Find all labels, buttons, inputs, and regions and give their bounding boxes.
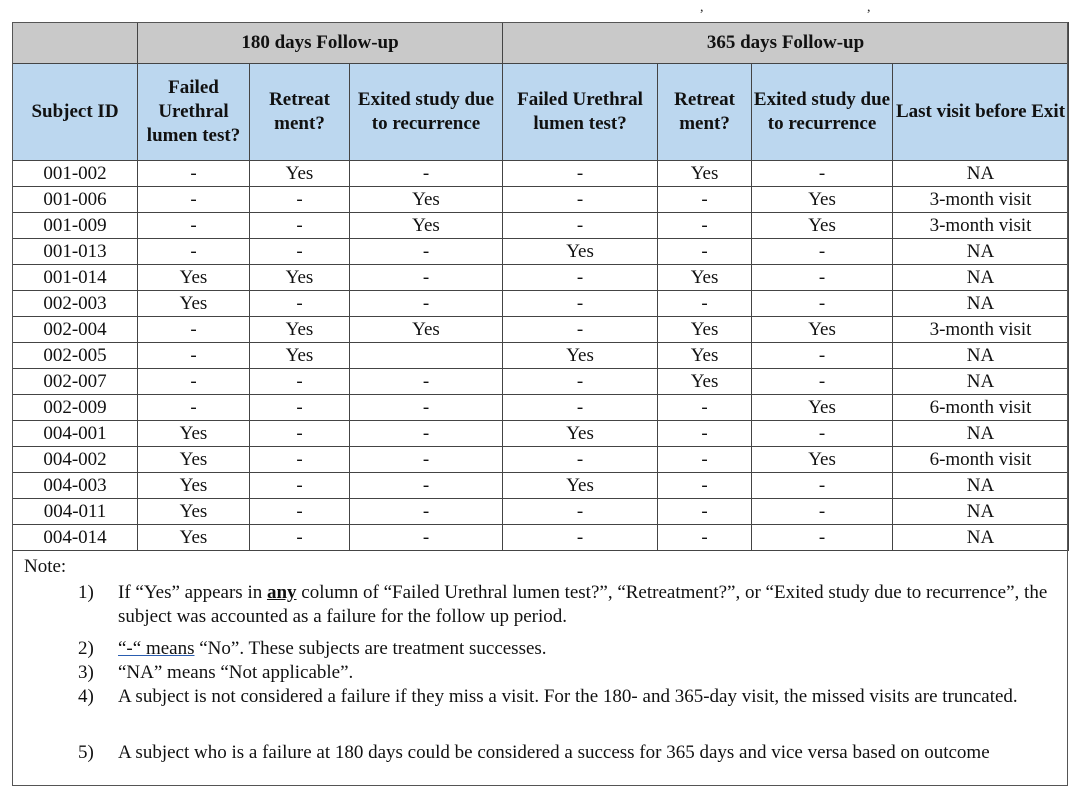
table-cell: Yes <box>138 265 250 291</box>
table-cell: Yes <box>503 473 658 499</box>
table-cell: - <box>350 525 503 551</box>
note-number: 3) <box>78 662 94 683</box>
note-text-start: A subject is not considered a failure if they miss a visit. For the 180- and 365-day visit, the missed visits are truncated. <box>118 686 1018 707</box>
subject-id-cell: 001-006 <box>13 187 138 213</box>
notes-title: Note: <box>24 556 67 577</box>
table-cell: Yes <box>138 447 250 473</box>
column-header: Failed Urethral lumen test? <box>503 64 658 161</box>
table-cell: - <box>503 187 658 213</box>
table-cell: Yes <box>138 499 250 525</box>
table-cell: - <box>503 317 658 343</box>
note-item <box>78 685 1048 709</box>
note-item <box>78 741 1048 765</box>
table-cell: - <box>503 395 658 421</box>
table-cell: - <box>138 239 250 265</box>
table-cell: NA <box>893 161 1069 187</box>
table-cell: - <box>658 499 752 525</box>
table-cell: - <box>658 291 752 317</box>
table-cell: - <box>250 369 350 395</box>
table-cell: - <box>350 421 503 447</box>
table-cell: - <box>503 291 658 317</box>
note-text-end: column of “Failed Urethral lumen test?”, “Retreatment?”, or “Exited study due to recurrence”, the subject was accounted as a failure for the follow up period. <box>118 582 1048 627</box>
table-cell: NA <box>893 291 1069 317</box>
note-emphasis: “-“ means <box>118 638 195 659</box>
table-cell: NA <box>893 473 1069 499</box>
subject-id-cell: 001-002 <box>13 161 138 187</box>
note-number: 1) <box>78 582 94 603</box>
table-cell: - <box>503 447 658 473</box>
note-text-start: If “Yes” appears in <box>118 582 267 603</box>
subject-id-cell: 004-002 <box>13 447 138 473</box>
top-edge-marks: , , <box>700 0 951 15</box>
table-cell: Yes <box>503 343 658 369</box>
table-cell: - <box>250 421 350 447</box>
subject-id-cell: 001-009 <box>13 213 138 239</box>
column-header: Retreat ment? <box>658 64 752 161</box>
note-text-end: “No”. These subjects are treatment successes. <box>194 638 547 659</box>
table-cell: Yes <box>503 239 658 265</box>
table-cell: NA <box>893 343 1069 369</box>
column-header: Subject ID <box>13 64 138 161</box>
table-cell: Yes <box>752 395 893 421</box>
group-header-180: 180 days Follow-up <box>138 23 503 64</box>
table-cell: - <box>350 161 503 187</box>
subject-id-cell: 002-003 <box>13 291 138 317</box>
column-header: Failed Urethral lumen test? <box>138 64 250 161</box>
table-cell: - <box>503 369 658 395</box>
note-number: 2) <box>78 638 94 659</box>
column-header: Exited study due to recurrence <box>752 64 893 161</box>
column-header: Retreat ment? <box>250 64 350 161</box>
table-cell: - <box>250 291 350 317</box>
table-cell: Yes <box>138 421 250 447</box>
note-item <box>78 637 1048 661</box>
subject-id-cell: 002-004 <box>13 317 138 343</box>
table-cell: Yes <box>250 317 350 343</box>
note-item <box>78 581 1048 629</box>
table-cell: Yes <box>138 525 250 551</box>
table-cell: - <box>250 395 350 421</box>
table-cell: - <box>658 525 752 551</box>
table-cell: - <box>250 187 350 213</box>
note-text-start: “NA” means “Not applicable”. <box>118 662 354 683</box>
table-cell: Yes <box>250 161 350 187</box>
table-cell: - <box>350 369 503 395</box>
table-cell: Yes <box>752 447 893 473</box>
table-cell: Yes <box>250 265 350 291</box>
table-cell: 6-month visit <box>893 395 1069 421</box>
table-cell: Yes <box>138 473 250 499</box>
note-emphasis: any <box>266 582 297 603</box>
table-cell: - <box>752 291 893 317</box>
subject-id-cell: 004-003 <box>13 473 138 499</box>
group-header-365: 365 days Follow-up <box>503 23 1069 64</box>
table-cell: - <box>658 213 752 239</box>
subject-id-cell: 001-013 <box>13 239 138 265</box>
table-cell: - <box>658 473 752 499</box>
table-cell: - <box>250 447 350 473</box>
table-cell: - <box>503 499 658 525</box>
subject-id-cell: 001-014 <box>13 265 138 291</box>
table-cell: - <box>138 369 250 395</box>
subject-id-cell: 004-001 <box>13 421 138 447</box>
table-cell: - <box>658 239 752 265</box>
table-cell: - <box>752 239 893 265</box>
table-cell: - <box>250 473 350 499</box>
table-cell: - <box>138 161 250 187</box>
table-cell: - <box>752 473 893 499</box>
note-text <box>118 741 1048 765</box>
table-cell: - <box>138 395 250 421</box>
subject-id-cell: 002-007 <box>13 369 138 395</box>
table-cell: - <box>658 447 752 473</box>
table-cell: NA <box>893 369 1069 395</box>
note-number: 5) <box>78 742 94 763</box>
table-cell: - <box>250 239 350 265</box>
table-cell: - <box>752 525 893 551</box>
subject-id-cell: 004-011 <box>13 499 138 525</box>
table-cell: - <box>503 213 658 239</box>
table-cell: Yes <box>250 343 350 369</box>
table-cell: - <box>138 317 250 343</box>
table-cell: - <box>752 369 893 395</box>
table-cell: NA <box>893 499 1069 525</box>
column-header: Last visit before Exit <box>893 64 1069 161</box>
subject-id-cell: 002-009 <box>13 395 138 421</box>
note-number: 4) <box>78 686 94 707</box>
table-cell: - <box>350 291 503 317</box>
table-cell: - <box>503 265 658 291</box>
table-cell: Yes <box>658 265 752 291</box>
table-cell: 6-month visit <box>893 447 1069 473</box>
table-cell: Yes <box>350 317 503 343</box>
table-cell: - <box>138 343 250 369</box>
table-cell: - <box>138 213 250 239</box>
table-cell: NA <box>893 525 1069 551</box>
table-cell: - <box>503 525 658 551</box>
note-text-start: A subject who is a failure at 180 days could be considered a success for 365 days and vice versa based on outcome <box>118 742 990 763</box>
table-cell: - <box>503 161 658 187</box>
table-cell: Yes <box>503 421 658 447</box>
table-cell: Yes <box>658 369 752 395</box>
table-cell: - <box>250 499 350 525</box>
table-cell: Yes <box>658 317 752 343</box>
subject-id-cell: 004-014 <box>13 525 138 551</box>
table-cell: - <box>658 421 752 447</box>
table-cell: - <box>350 499 503 525</box>
note-text <box>118 637 1048 661</box>
table-cell: 3-month visit <box>893 187 1069 213</box>
table-cell: Yes <box>752 317 893 343</box>
table-cell: Yes <box>658 161 752 187</box>
table-cell: - <box>250 213 350 239</box>
table-cell: - <box>138 187 250 213</box>
table-cell: NA <box>893 239 1069 265</box>
table-cell: - <box>752 265 893 291</box>
table-cell: - <box>752 421 893 447</box>
table-cell: Yes <box>350 187 503 213</box>
table-cell: Yes <box>752 187 893 213</box>
table-cell: - <box>658 187 752 213</box>
table-cell: 3-month visit <box>893 213 1069 239</box>
table-cell: - <box>350 239 503 265</box>
note-text <box>118 581 1048 629</box>
table-cell: 3-month visit <box>893 317 1069 343</box>
subject-id-cell: 002-005 <box>13 343 138 369</box>
note-text <box>118 661 1048 685</box>
table-cell: NA <box>893 265 1069 291</box>
table-cell: Yes <box>752 213 893 239</box>
table-cell: Yes <box>138 291 250 317</box>
note-item <box>78 661 1048 685</box>
table-cell: - <box>350 265 503 291</box>
table-cell: - <box>250 525 350 551</box>
table-cell: Yes <box>658 343 752 369</box>
table-cell: - <box>752 161 893 187</box>
table-cell: - <box>350 447 503 473</box>
note-text <box>118 685 1048 709</box>
table-cell: - <box>658 395 752 421</box>
table-cell: - <box>752 499 893 525</box>
table-cell: Yes <box>350 213 503 239</box>
table-cell: - <box>350 473 503 499</box>
table-cell: NA <box>893 421 1069 447</box>
table-cell: - <box>752 343 893 369</box>
table-cell: - <box>350 395 503 421</box>
column-header: Exited study due to recurrence <box>350 64 503 161</box>
